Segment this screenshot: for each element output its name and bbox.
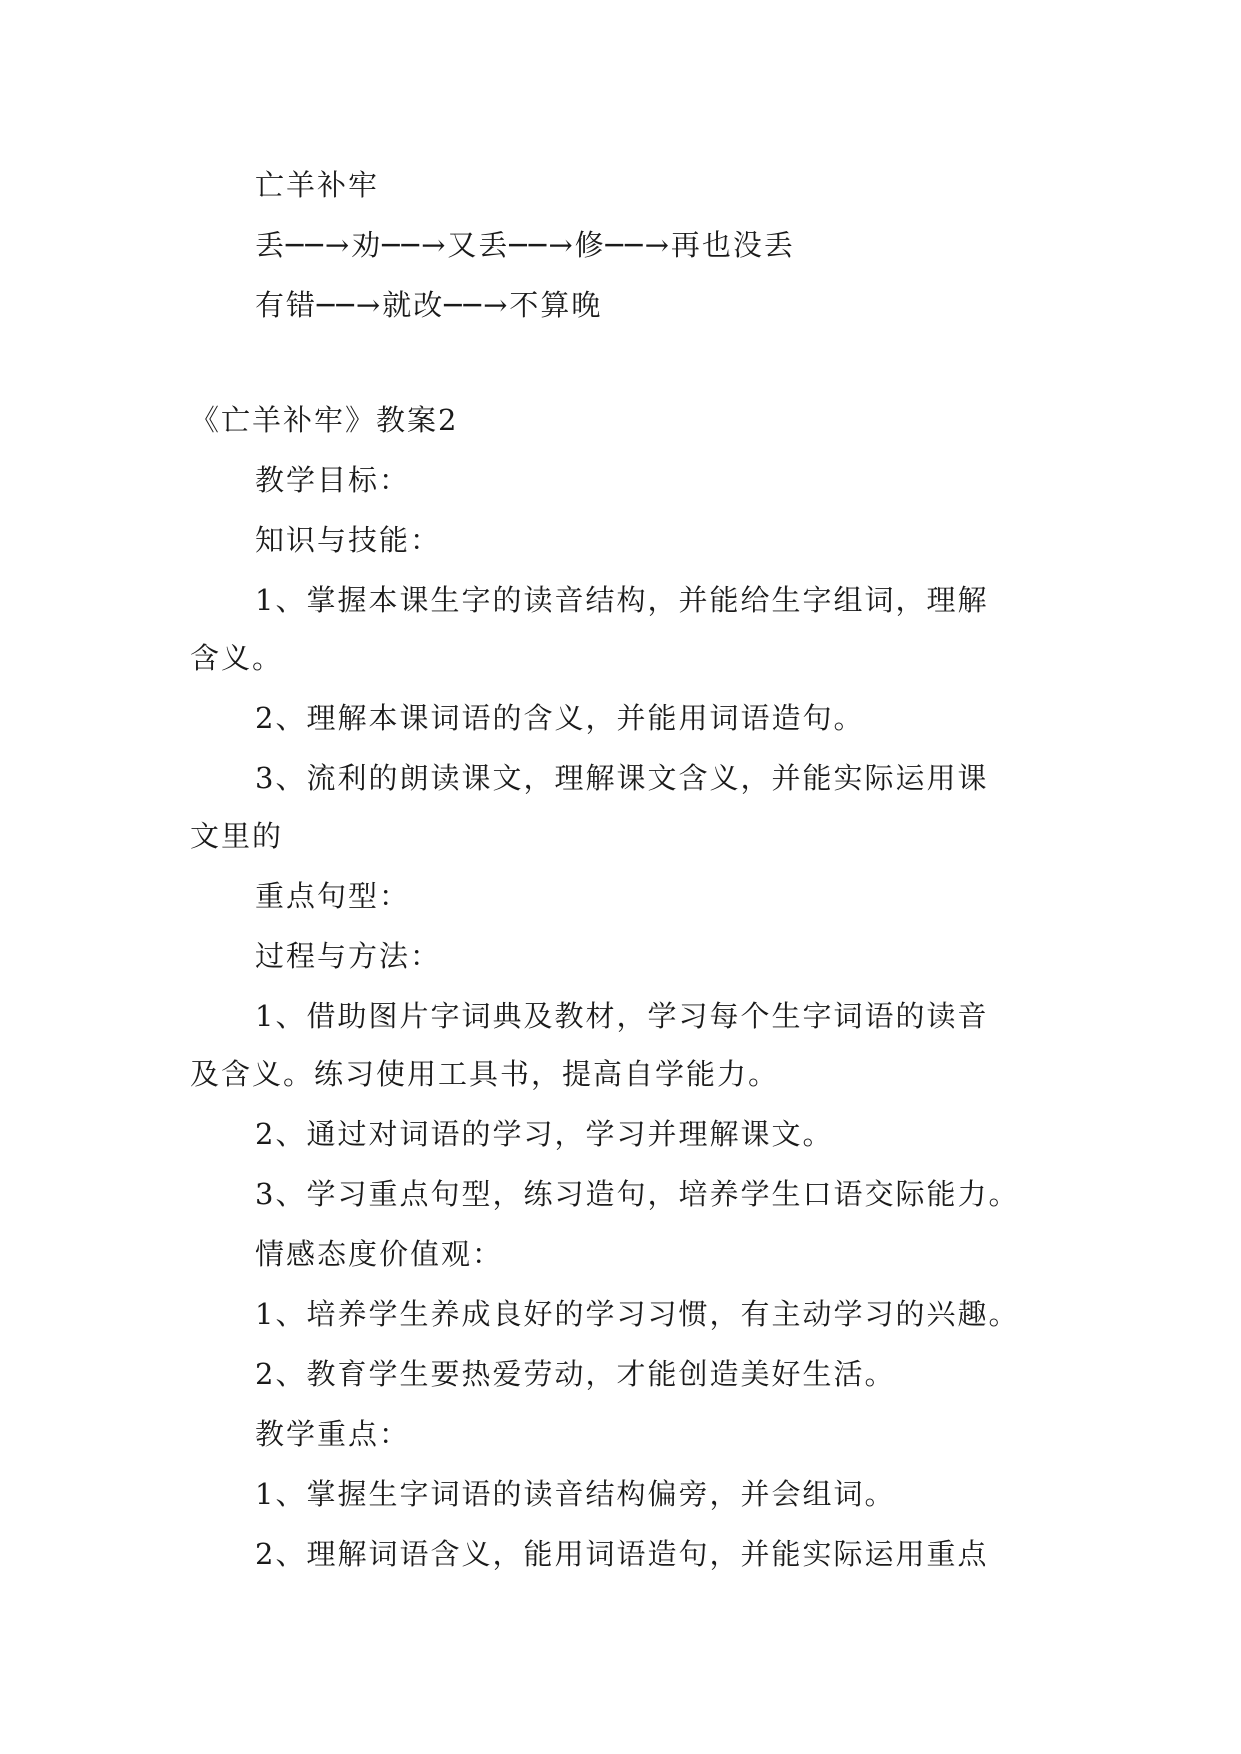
paragraph-line: 1、掌握生字词语的读音结构偏旁，并会组词。 (255, 1477, 896, 1511)
story-sequence-line: 丢──→劝──→又丢──→修──→再也没丢 (255, 228, 795, 262)
heading-key-sentences: 重点句型： (255, 879, 411, 913)
paragraph-line: 3、学习重点句型，练习造句，培养学生口语交际能力。 (255, 1177, 1020, 1211)
heading-attitudes-values: 情感态度价值观： (255, 1237, 504, 1271)
story-moral-line: 有错──→就改──→不算晚 (255, 288, 603, 322)
heading-teaching-goals: 教学目标： (255, 463, 411, 497)
paragraph-line: 1、掌握本课生字的读音结构，并能给生字组词，理解 (255, 583, 989, 617)
heading-knowledge-skills: 知识与技能： (255, 523, 442, 557)
paragraph-line: 2、通过对词语的学习，学习并理解课文。 (255, 1117, 834, 1151)
paragraph-line: 1、借助图片字词典及教材，学习每个生字词语的读音 (255, 999, 989, 1033)
paragraph-line: 3、流利的朗读课文，理解课文含义，并能实际运用课 (255, 761, 989, 795)
paragraph-line: 含义。 (190, 641, 284, 675)
paragraph-line: 2、教育学生要热爱劳动，才能创造美好生活。 (255, 1357, 896, 1391)
heading-teaching-focus: 教学重点： (255, 1417, 411, 1451)
paragraph-line: 2、理解本课词语的含义，并能用词语造句。 (255, 701, 865, 735)
paragraph-line: 文里的 (190, 819, 284, 853)
heading-process-methods: 过程与方法： (255, 939, 442, 973)
paragraph-line: 1、培养学生养成良好的学习习惯，有主动学习的兴趣。 (255, 1297, 1020, 1331)
paragraph-line: 及含义。练习使用工具书，提高自学能力。 (190, 1057, 780, 1091)
paragraph-line: 2、理解词语含义，能用词语造句，并能实际运用重点 (255, 1537, 989, 1571)
section-title: 《亡羊补牢》教案2 (190, 403, 459, 437)
story-title: 亡羊补牢 (255, 168, 380, 202)
